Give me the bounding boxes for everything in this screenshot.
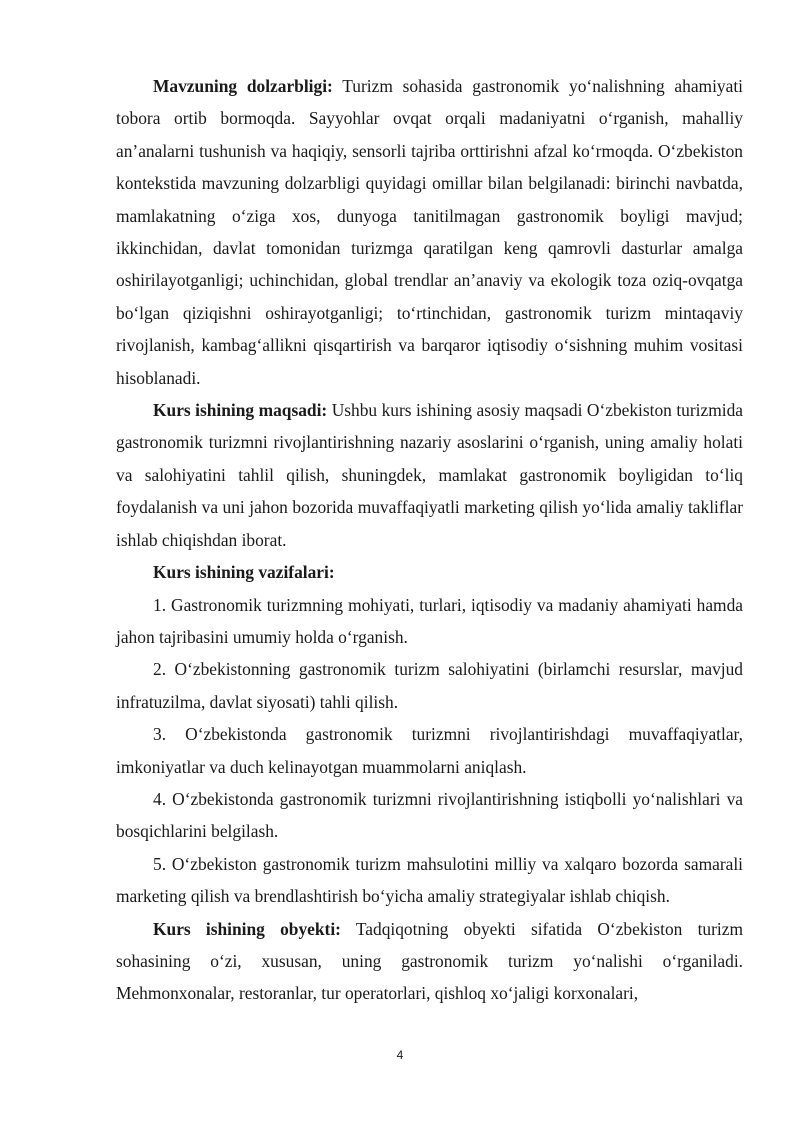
object-text: Tadqiqotning obyekti sifatida O‘zbekiston turizm sohasining o‘zi, xususan, uning gastronomik turizm yo‘nalishi o‘rganiladi. Mehmonxonalar, restoranlar, tur operatorlari, qishloq xo‘jaligi korxonalari,	[116, 918, 743, 1004]
task-item-4: 4. O‘zbekistonda gastronomik turizmni rivojlantirishning istiqbolli yo‘nalishlari va bosqichlarini belgilash.	[116, 788, 743, 842]
task-item-2: 2. O‘zbekistonning gastronomik turizm salohiyatini (birlamchi resurslar, mavjud infratuzilma, davlat siyosati) tahli qilish.	[116, 659, 743, 712]
object-paragraph	[116, 913, 743, 1010]
relevance-label: Mavzuning dolzarbligi:	[153, 76, 333, 96]
object-label: Kurs ishining obyekti:	[153, 918, 341, 939]
tasks-heading: Kurs ishining vazifalari:	[153, 562, 335, 583]
task-item-3: 3. O‘zbekistonda gastronomik turizmni rivojlantirishdagi muvaffaqiyatlar, imkoniyatlar va duch kelinayotgan muammolarni aniqlash.	[116, 724, 743, 777]
task-item-5: 5. O‘zbekiston gastronomik turizm mahsulotini milliy va xalqaro bozorda samarali marketing qilish va brendlashtirish bo‘yicha amaliy strategiyalar ishlab chiqish.	[116, 853, 743, 907]
task-item-1: 1. Gastronomik turizmning mohiyati, turlari, iqtisodiy va madaniy ahamiyati hamda jahon tajribasini umumiy holda o‘rganish.	[116, 594, 743, 647]
relevance-paragraph	[116, 70, 743, 394]
goal-label: Kurs ishining maqsadi:	[153, 400, 328, 421]
page-number: 4	[396, 1048, 404, 1062]
goal-paragraph	[116, 394, 743, 556]
goal-text: Ushbu kurs ishining asosiy maqsadi O‘zbekiston turizmida gastronomik turizmni rivojlantirishning nazariy asoslarini o‘rganish, uning amaliy holati va salohiyatini tahlil qilish, shuningdek, mamlakat gastronomik boyligidan to‘liq foydalanish va uni jahon bozorida muvaffaqiyatli marketing qilish yo‘lida amaliy takliflar ishlab chiqishdan iborat.	[116, 400, 743, 550]
relevance-text: Turizm sohasida gastronomik yo‘nalishning ahamiyati tobora ortib bormoqda. Sayyohlar ovqat orqali madaniyatni o‘rganish, mahalliy an’analarni tushunish va haqiqiy, sensorli tajriba orttirishni afzal ko‘rmoqda. O‘zbekiston kontekstida mavzuning dolzarbligi quyidagi omillar bilan belgilanadi: birinchi navbatda, mamlakatning o‘ziga xos, dunyoga tanitilmagan gastronomik boyligi mavjud; ikkinchidan, davlat tomonidan turizmga qaratilgan keng qamrovli dasturlar amalga oshirilayotganligi; uchinchidan, global trendlar an’anaviy va ekologik toza oziq-ovqatga bo‘lgan qiziqishni oshirayotganligi; to‘rtinchidan, gastronomik turizm mintaqaviy rivojlanish, kambag‘allikni qisqartirish va barqaror iqtisodiy o‘sishning muhim vositasi hisoblanadi.	[116, 76, 743, 388]
document-page	[116, 70, 743, 1010]
